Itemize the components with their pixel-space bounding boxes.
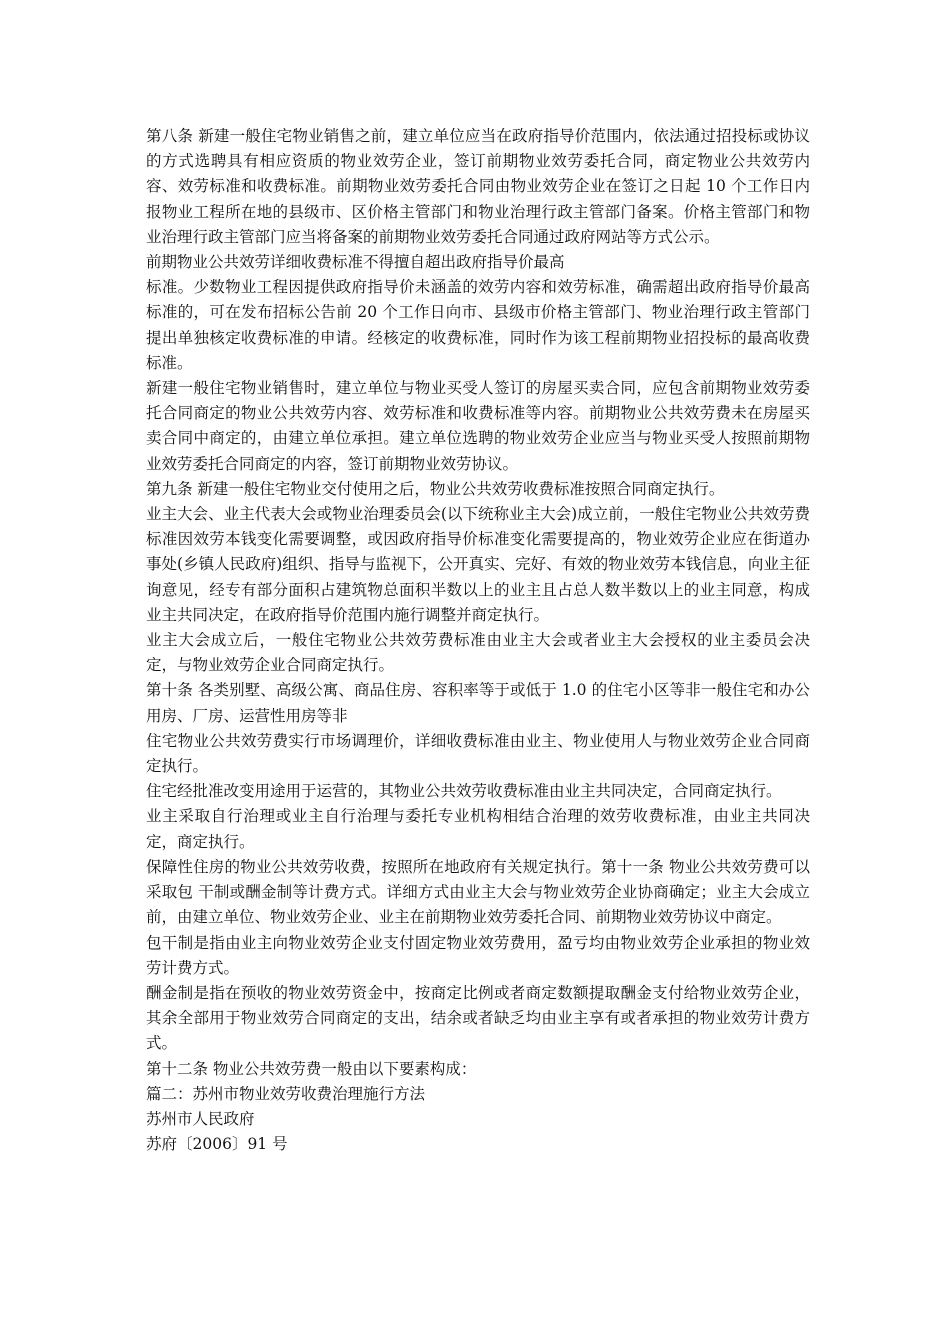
paragraph-market-price: 住宅物业公共效劳费实行市场调理价，详细收费标准由业主、物业使用人与物业效劳企业合同商定执行。: [146, 731, 810, 776]
paragraph-article-8: 第八条 新建一般住宅物业销售之前，建立单位应当在政府指导价范围内，依法通过招投标或协议的方式选聘具有相应资质的物业效劳企业，签订前期物业效劳委托合同，商定物业公共效劳内容、效劳标准和收费标准。前期物业效劳委托合同由物业效劳企业在签订之日起 10 个工作日内报物业工程所在地的县级市、区价格主管部门和物业治理行政主管部门备案。价格主管部门和物业治理行政主管部门应当将备案的前期物业效劳委托合同通过政府网站等方式公示。: [146, 127, 810, 246]
document-number-line: 苏府〔2006〕91 号: [146, 1135, 288, 1154]
paragraph-self-management: 业主采取自行治理或业主自行治理与委托专业机构相结合治理的效劳收费标准，由业主共同决定，商定执行。: [146, 807, 810, 851]
paragraph-use-change: 住宅经批准改变用途用于运营的，其物业公共效劳收费标准由业主共同决定，合同商定执行。: [146, 782, 782, 801]
paragraph-article-11: 保障性住房的物业公共效劳收费，按照所在地政府有关规定执行。第十一条 物业公共效劳费可以采取包 干制或酬金制等计费方式。详细方式由业主大会与物业效劳企业协商确定；业主大会成立前，由建立单位、物业效劳企业、业主在前期物业效劳委托合同、前期物业效劳协议中商定。: [146, 857, 810, 927]
paragraph-owners-assembly-after: 业主大会成立后，一般住宅物业公共效劳费标准由业主大会或者业主大会授权的业主委员会决定，与物业效劳企业合同商定执行。: [146, 631, 810, 675]
paragraph-commission: 酬金制是指在预收的物业效劳资金中，按商定比例或者商定数额提取酬金支付给物业效劳企业，其余全部用于物业效劳合同商定的支出，结余或者缺乏均由业主享有或者承担的物业效劳计费方式。: [146, 983, 810, 1053]
paragraph-article-9: 第九条 新建一般住宅物业交付使用之后，物业公共效劳收费标准按照合同商定执行。: [146, 479, 725, 498]
paragraph-owners-assembly-before: 业主大会、业主代表大会或物业治理委员会(以下统称业主大会)成立前，一般住宅物业公共效劳费标准因效劳本钱变化需要调整，或因政府指导价标准变化需要提高的，物业效劳企业应在街道办事处(乡镇人民政府)组织、指导与监视下，公开真实、完好、有效的物业效劳本钱信息，向业主征询意见，经专有部分面积占建筑物总面积半数以上的业主且占总人数半数以上的业主同意，构成业主共同决定，在政府指导价范围内施行调整并商定执行。: [146, 505, 810, 624]
document-body: [146, 124, 810, 1157]
paragraph-sales-contract: 新建一般住宅物业销售时，建立单位与物业买受人签订的房屋买卖合同，应包含前期物业效劳委托合同商定的物业公共效劳内容、效劳标准和收费标准等内容。前期物业公共效劳费未在房屋买卖合同中商定的，由建立单位承担。建立单位选聘的物业效劳企业应当与物业买受人按照前期物业效劳委托合同商定的内容，签订前期物业效劳协议。: [146, 379, 810, 473]
issuer-line: 苏州市人民政府: [146, 1109, 255, 1128]
section-heading-part-2: 篇二：苏州市物业效劳收费治理施行方法: [146, 1084, 426, 1103]
paragraph-price-limit: 前期物业公共效劳详细收费标准不得擅自超出政府指导价最高: [146, 253, 565, 272]
paragraph-standard-exceed: 标准。少数物业工程因提供政府指导价未涵盖的效劳内容和效劳标准，确需超出政府指导价最高标准的，可在发布招标公告前 20 个工作日向市、县级市价格主管部门、物业治理行政主管部门提出单独核定收费标准的申请。经核定的收费标准，同时作为该工程前期物业招投标的最高收费标准。: [146, 278, 810, 372]
paragraph-lump-sum: 包干制是指由业主向物业效劳企业支付固定物业效劳费用，盈亏均由物业效劳企业承担的物业效劳计费方式。: [146, 933, 810, 977]
paragraph-article-10: 第十条 各类别墅、高级公寓、商品住房、容积率等于或低于 1.0 的住宅小区等非一般住宅和办公用房、厂房、运营性用房等非: [146, 681, 810, 725]
paragraph-article-12: 第十二条 物业公共效劳费一般由以下要素构成：: [146, 1059, 477, 1078]
